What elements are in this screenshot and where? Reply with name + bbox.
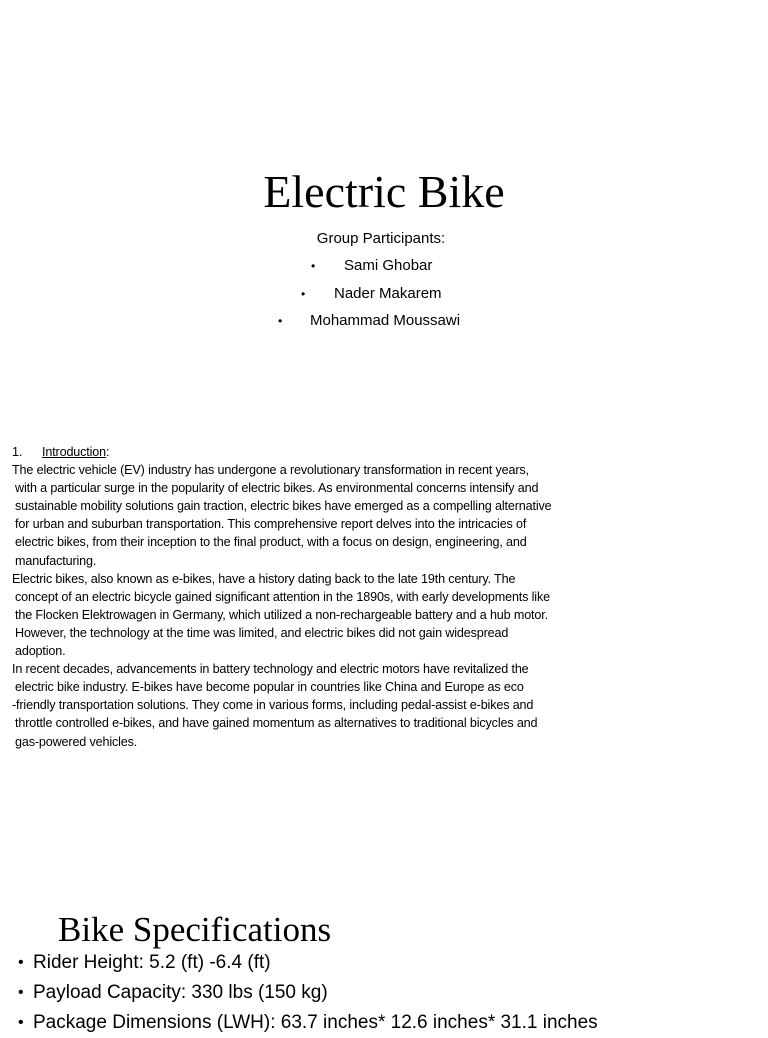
specification-item bbox=[18, 978, 598, 1008]
paragraph-line: gas-powered vehicles. bbox=[15, 734, 138, 749]
paragraph-line: adoption. bbox=[15, 644, 66, 659]
introduction-section bbox=[12, 443, 632, 751]
participant-name: Mohammad Moussawi bbox=[310, 312, 461, 329]
paragraph-line: electric bikes, from their inception to the final product, with a focus on design, engineering, and bbox=[15, 535, 527, 550]
paragraph-line: However, the technology at the time was limited, and electric bikes did not gain widespread bbox=[15, 625, 509, 640]
section-number: 1. bbox=[12, 445, 23, 459]
paragraph-line: concept of an electric bicycle gained significant attention in the 1890s, with early developments like bbox=[15, 589, 550, 604]
paragraph-line: sustainable mobility solutions gain traction, electric bikes have emerged as a compelling alternative bbox=[15, 499, 552, 514]
paragraph-line: In recent decades, advancements in battery technology and electric motors have revitalized the bbox=[12, 662, 529, 677]
paragraph-line: The electric vehicle (EV) industry has undergone a revolutionary transformation in recent years, bbox=[12, 463, 529, 478]
participant-name: Nader Makarem bbox=[334, 285, 442, 302]
section-heading bbox=[12, 443, 632, 461]
specification-text: Payload Capacity: 330 lbs (150 kg) bbox=[33, 982, 328, 1003]
bullet-icon: • bbox=[18, 954, 24, 971]
bullet-icon: • bbox=[311, 259, 316, 273]
paragraph-line: throttle controlled e-bikes, and have gained momentum as alternatives to traditional bicycles and bbox=[15, 716, 538, 731]
paragraph-line: for urban and suburban transportation. This comprehensive report delves into the intricacies of bbox=[15, 517, 527, 532]
specifications-title: Bike Specifications bbox=[58, 910, 332, 949]
specification-item bbox=[18, 948, 598, 978]
bullet-icon: • bbox=[278, 314, 283, 328]
bullet-icon: • bbox=[18, 1014, 24, 1031]
specification-text: Package Dimensions (LWH): 63.7 inches* 12.6 inches* 31.1 inches bbox=[33, 1012, 598, 1033]
section-heading-label: Introduction bbox=[42, 445, 107, 459]
paragraph-line: the Flocken Elektrowagen in Germany, which utilized a non-rechargeable battery and a hub motor. bbox=[15, 607, 548, 622]
bullet-icon: • bbox=[18, 984, 24, 1001]
paragraph-line: Electric bikes, also known as e-bikes, have a history dating back to the late 19th century. The bbox=[12, 571, 516, 586]
document-title: Electric Bike bbox=[263, 166, 505, 217]
paragraph-line: -friendly transportation solutions. They come in various forms, including pedal-assist e-bikes and bbox=[12, 698, 534, 713]
paragraph-line: manufacturing. bbox=[15, 553, 97, 568]
specifications-list bbox=[18, 948, 598, 1038]
participant-name: Sami Ghobar bbox=[344, 257, 433, 274]
bullet-icon: • bbox=[301, 287, 306, 301]
specification-item bbox=[18, 1008, 598, 1038]
paragraph-line: with a particular surge in the popularity of electric bikes. As environmental concerns intensify and bbox=[15, 481, 539, 496]
specification-text: Rider Height: 5.2 (ft) -6.4 (ft) bbox=[33, 952, 271, 973]
participants-heading: Group Participants: bbox=[316, 230, 446, 247]
paragraph-line: electric bike industry. E-bikes have become popular in countries like China and Europe as eco bbox=[15, 680, 524, 695]
section-heading-colon: : bbox=[106, 445, 110, 459]
